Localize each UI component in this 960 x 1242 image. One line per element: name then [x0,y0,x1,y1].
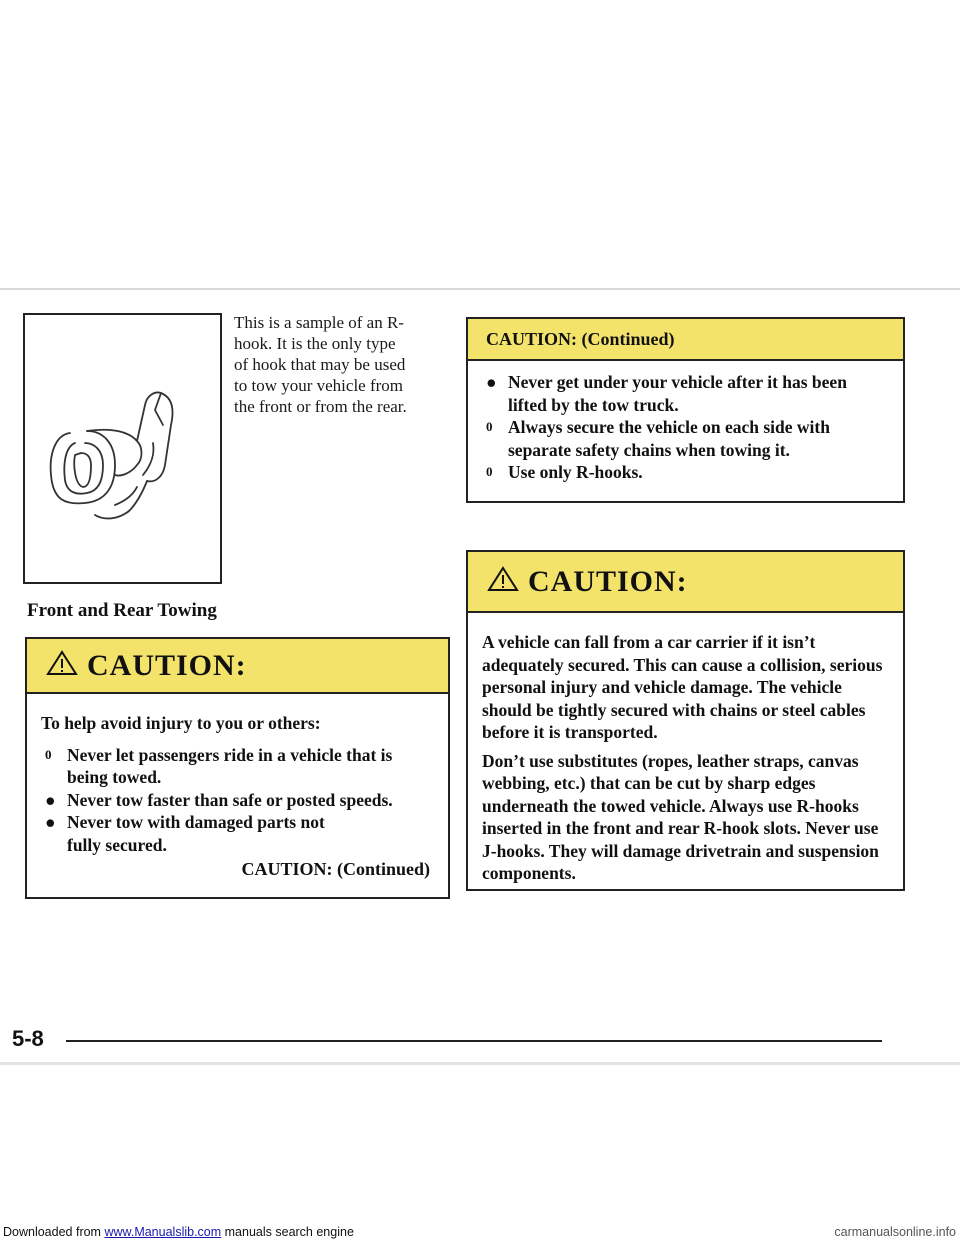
watermark: carmanualsonline.info [834,1225,956,1239]
caution-box-right [466,550,905,891]
bottom-divider [0,1062,960,1065]
list-item: ● Never get under your vehicle after it has been lifted by the tow truck. [482,371,889,416]
caution-title: CAUTION: [87,648,247,682]
caution-continued-label: CAUTION: (Continued) [241,859,430,879]
list-item: 0 Always secure the vehicle on each side with separate safety chains when towing it. [482,416,889,461]
bullet-icon: ● [45,789,56,810]
caution-intro: To help avoid injury to you or others: [41,713,321,733]
manualslib-link[interactable]: www.Manualslib.com [104,1225,222,1239]
bullet-icon: 0 [45,746,52,762]
bullet-icon: ● [45,812,56,832]
top-divider [0,288,960,290]
caution-paragraph: A vehicle can fall from a car carrier if it isn’t adequately secured. This can cause a collision, serious personal injury and vehicle damage. The vehicle should be tightly secured with chains or steel cables before it is transported. [482,632,883,742]
caution-continued-title: CAUTION: (Continued) [486,328,675,349]
caution-box-continued [466,317,905,503]
caution-header [27,639,448,694]
bullet-icon: ● [486,372,497,392]
r-hook-figure [23,313,222,584]
bullet-icon: 0 [486,464,493,479]
footer-suffix: manuals search engine [221,1225,354,1239]
caution-continued-header [468,319,903,361]
bullet-icon: 0 [486,419,493,434]
caution-paragraph: Don’t use substitutes (ropes, leather straps, canvas webbing, etc.) that can be cut by sharp edges underneath the towed vehicle. Always use R-hooks inserted in the front and rear R-hook slots. Never use J-hooks. They will damage drivetrain and suspension components. [482,750,879,883]
caution-title: CAUTION: [528,564,688,598]
warning-triangle-icon [45,649,79,682]
footer-prefix: Downloaded from [3,1225,105,1239]
list-item: ● Never tow with damaged parts not fully secured. [41,811,434,856]
intro-text: This is a sample of an R-hook. It is the only type of hook that may be used to tow your vehicle from the front or from the rear. [234,313,407,416]
section-heading: Front and Rear Towing [27,600,217,621]
list-item: 0 Use only R-hooks. [482,461,889,484]
list-item: 0 Never let passengers ride in a vehicle that is being towed. [41,744,434,789]
caution-box-left [25,637,450,899]
list-item: ● Never tow faster than safe or posted speeds. [41,789,434,812]
r-hook-illustration [25,315,220,582]
caution-header [468,552,903,613]
warning-triangle-icon [486,565,520,598]
download-footer [0,1222,960,1242]
footer-divider [66,1040,882,1042]
page-number: 5-8 [12,1026,44,1051]
